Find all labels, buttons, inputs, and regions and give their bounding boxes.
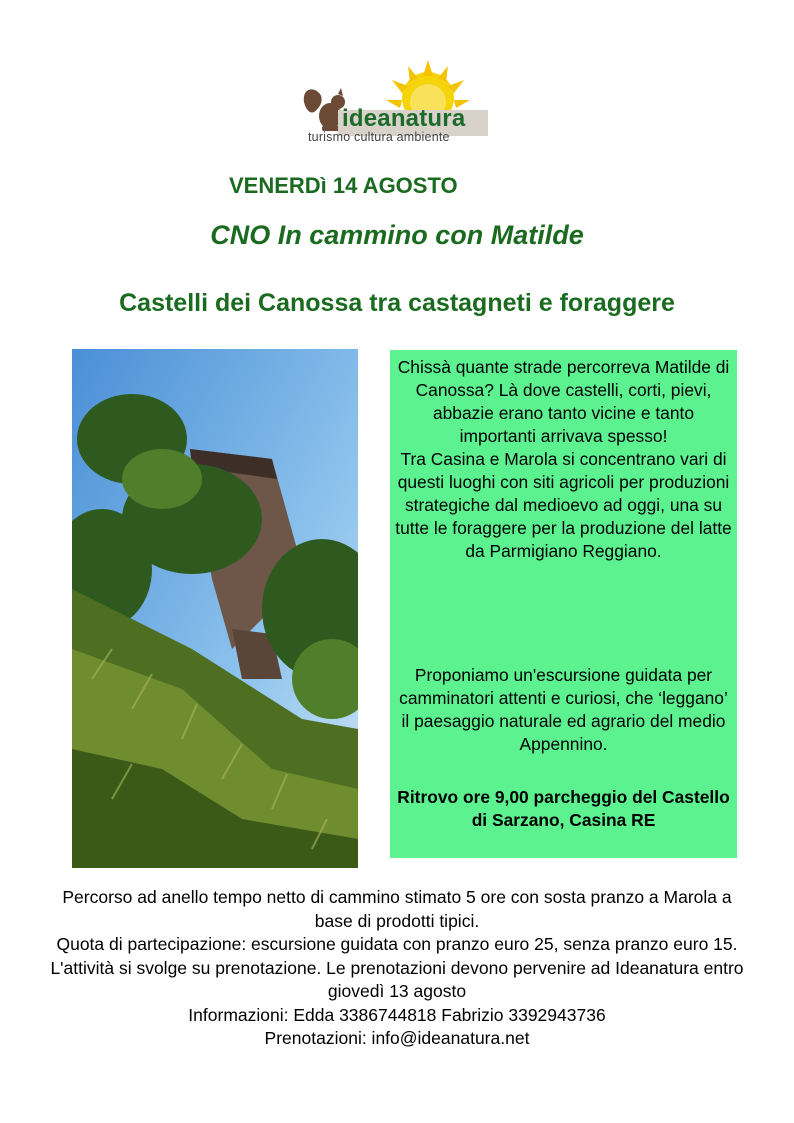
- contact-info: Informazioni: Edda 3386744818 Fabrizio 3392943736: [188, 1004, 606, 1025]
- fee-info: Quota di partecipazione: escursione guidata con pranzo euro 25, senza pranzo euro 15.: [56, 934, 738, 954]
- event-details: [40, 886, 754, 1051]
- route-info: Percorso ad anello tempo netto di cammino stimato 5 ore con sosta pranzo a Marola a base di prodotti tipici.: [62, 887, 732, 931]
- logo-name: ideanatura: [342, 105, 466, 132]
- event-subtitle: Castelli dei Canossa tra castagneti e foraggere: [119, 289, 675, 317]
- reservation-email[interactable]: Prenotazioni: info@ideanatura.net: [264, 1028, 530, 1048]
- meeting-point: Ritrovo ore 9,00 parcheggio del Castello di Sarzano, Casina RE: [397, 787, 730, 830]
- logo: [300, 58, 495, 148]
- description-text: Chissà quante strade percorreva Matilde di Canossa? Là dove castelli, corti, pievi, abbazie erano tanto vicine e tanto importanti arrivava spesso! Tra Casina e Marola si concentrano vari di questi luoghi con siti agricoli per produzioni strategiche dal medioevo ad oggi, una su tutte le foraggere per la produzione del latte da Parmigiano Reggiano.: [395, 357, 732, 561]
- castle-photo: [72, 349, 358, 868]
- proposal-paragraph: Proponiamo un'escursione guidata per camminatori attenti e curiosi, che ‘leggano’ il paesaggio naturale ed agrario del medio Appennino.: [399, 665, 728, 754]
- event-title: CNO In cammino con Matilde: [210, 220, 584, 250]
- event-date: VENERDì 14 AGOSTO: [229, 173, 458, 198]
- description-box: [390, 350, 737, 858]
- logo-tagline: turismo cultura ambiente: [308, 130, 450, 144]
- description-paragraph: [394, 356, 733, 563]
- booking-info: L'attività si svolge su prenotazione. Le prenotazioni devono pervenire ad Ideanatura entro giovedì 13 agosto: [50, 957, 744, 1001]
